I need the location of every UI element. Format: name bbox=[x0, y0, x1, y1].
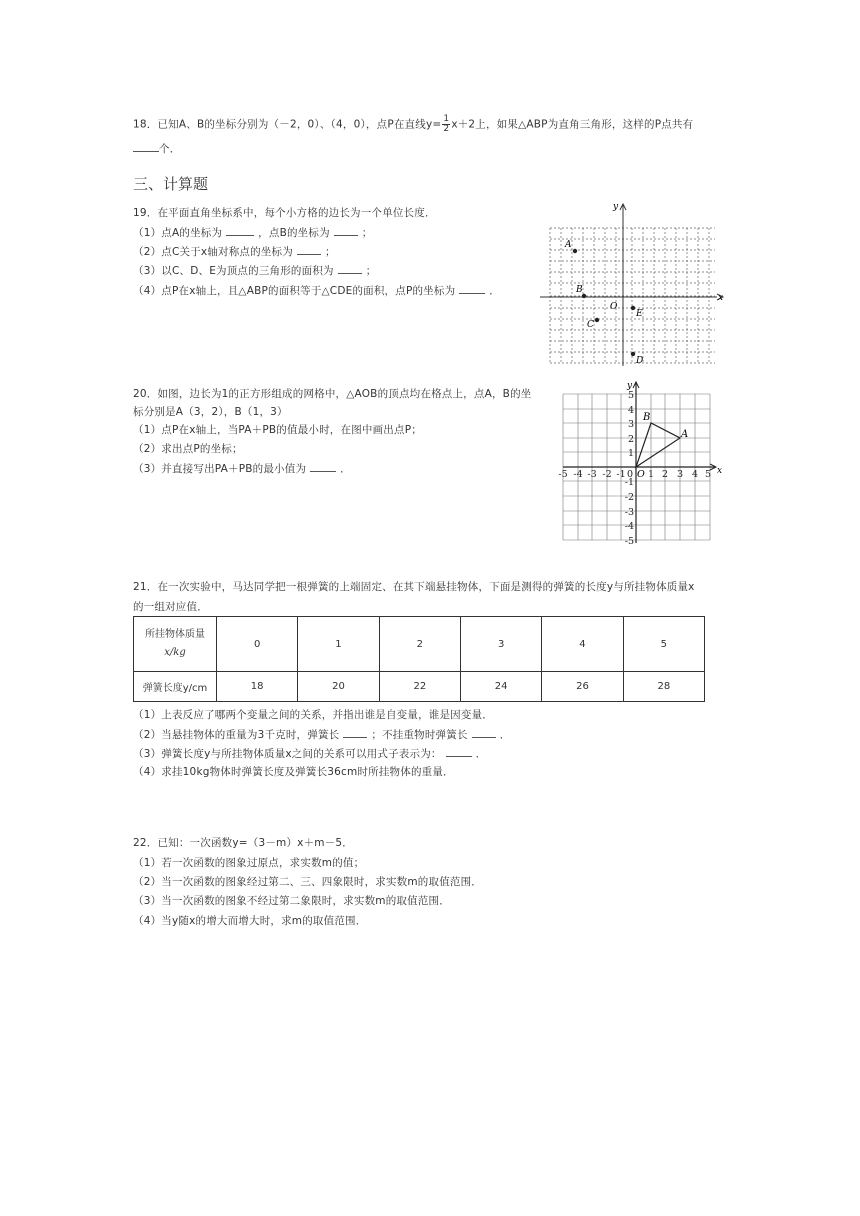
q19-point-a bbox=[573, 249, 577, 253]
q21-header-mass-b: x/kg bbox=[164, 647, 186, 658]
q21-p2-text-c: ． bbox=[499, 729, 511, 741]
q19-point-e bbox=[631, 306, 635, 310]
q19-label-c: C bbox=[587, 320, 594, 330]
q20-coordinate-grid bbox=[555, 378, 730, 548]
q20-y-label: y bbox=[627, 381, 633, 391]
q19-origin-label: O bbox=[610, 302, 618, 312]
q20-x-tick: 1 bbox=[647, 469, 655, 480]
q20-p3-text-b: ． bbox=[340, 463, 351, 475]
q18-text-end: 个． bbox=[159, 143, 181, 155]
q22-part2: （2）当一次函数的图象经过第二、三、四象限时，求实数m的取值范围． bbox=[133, 876, 483, 888]
q20-part3 bbox=[133, 461, 351, 476]
q20-x-tick: 2 bbox=[661, 469, 669, 480]
q20-y-tick: -1 bbox=[624, 477, 634, 488]
q20-y-tick: 2 bbox=[627, 434, 634, 445]
q20-part1: （1）点P在x轴上，当PA＋PB的值最小时，在图中画出点P； bbox=[133, 424, 422, 436]
q20-x-tick: -2 bbox=[602, 469, 612, 480]
q19-blank-a[interactable] bbox=[226, 225, 254, 236]
q19-part4 bbox=[133, 283, 500, 298]
q20-answer-blank[interactable] bbox=[310, 461, 336, 472]
q21-cell-y: 18 bbox=[217, 672, 298, 702]
q19-part1 bbox=[133, 225, 372, 240]
q18-line2 bbox=[133, 141, 180, 156]
q19-blank-b[interactable] bbox=[334, 225, 358, 236]
q21-cell-x: 1 bbox=[298, 617, 379, 672]
q19-y-label: y bbox=[613, 202, 619, 212]
q18-text-a: 18．已知A、B的坐标分别为（－2，0）、（4，0），点P在直线y= bbox=[133, 118, 442, 131]
q19-point-d bbox=[631, 352, 635, 356]
q21-cell-y: 26 bbox=[542, 672, 623, 702]
q21-blank-a[interactable] bbox=[343, 727, 367, 738]
q19-label-d: D bbox=[636, 356, 644, 366]
q20-x-label: x bbox=[717, 466, 723, 476]
q21-line2: 的一组对应值． bbox=[133, 601, 208, 613]
q21-cell-y: 22 bbox=[379, 672, 460, 702]
q21-part3 bbox=[133, 746, 486, 761]
q21-p2-text-a: （2）当悬挂物体的重量为3千克时，弹簧长 bbox=[133, 729, 340, 741]
q21-cell-x: 5 bbox=[623, 617, 704, 672]
q20-p3-text-a: （3）并直接写出PA＋PB的最小值为 bbox=[133, 463, 307, 475]
q20-x-tick-labels bbox=[558, 469, 711, 480]
q22-part3: （3）当一次函数的图象不经过第二象限时，求实数m的取值范围． bbox=[133, 895, 450, 907]
q18-answer-blank[interactable] bbox=[133, 141, 159, 152]
q21-header-length: 弹簧长度y/cm bbox=[134, 672, 217, 702]
q20-x-tick: 3 bbox=[676, 469, 684, 480]
q20-x-tick: -4 bbox=[573, 469, 583, 480]
q20-zero-label: 0 bbox=[626, 469, 634, 480]
q19-x-label: x bbox=[718, 293, 724, 303]
q19-p1-text-c: ； bbox=[361, 227, 373, 239]
q21-table-row-mass bbox=[134, 617, 705, 672]
q19-label-e: E bbox=[636, 309, 643, 319]
q20-part2: （2）求出点P的坐标； bbox=[133, 443, 243, 455]
q21-table-row-length bbox=[134, 672, 705, 702]
q20-triangle-aob bbox=[636, 423, 680, 467]
q21-cell-y: 20 bbox=[298, 672, 379, 702]
q21-header-mass-a: 所挂物体质量 bbox=[145, 629, 205, 640]
q20-label-b: B bbox=[643, 412, 651, 423]
q19-point-c bbox=[595, 318, 599, 322]
q19-blank-c[interactable] bbox=[297, 244, 321, 255]
q20-x-tick: 5 bbox=[704, 469, 712, 480]
q21-data-table bbox=[133, 616, 705, 702]
q19-grid-lines bbox=[550, 228, 715, 363]
q20-origin-label: O bbox=[637, 469, 645, 480]
q18-frac-den: 2 bbox=[443, 124, 450, 134]
q21-header-mass bbox=[134, 617, 217, 672]
q19-blank-d[interactable] bbox=[338, 263, 362, 274]
q19-p2-text-b: ； bbox=[324, 246, 336, 258]
q21-part4: （4）求挂10kg物体时弹簧长度及弹簧长36cm时所挂物体的重量． bbox=[133, 766, 454, 778]
q19-coordinate-grid bbox=[535, 196, 730, 371]
q21-part1: （1）上表反应了哪两个变量之间的关系，并指出谁是自变量，谁是因变量． bbox=[133, 709, 493, 721]
q18-text-b: x＋2上，如果△ABP为直角三角形，这样的P点共有 bbox=[451, 118, 694, 131]
q21-cell-y: 28 bbox=[623, 672, 704, 702]
q21-blank-b[interactable] bbox=[472, 727, 496, 738]
q19-p2-text-a: （2）点C关于x轴对称点的坐标为 bbox=[133, 246, 293, 258]
q20-label-a: A bbox=[681, 429, 689, 440]
q19-blank-e[interactable] bbox=[459, 283, 485, 294]
q19-part2 bbox=[133, 244, 336, 259]
q19-p1-text-b: ，点B的坐标为 bbox=[258, 227, 330, 239]
q20-x-tick: -5 bbox=[558, 469, 568, 480]
q20-y-tick: 4 bbox=[627, 405, 634, 416]
q21-p3-text-b: ． bbox=[475, 748, 487, 760]
q21-cell-x: 4 bbox=[542, 617, 623, 672]
q21-cell-y: 24 bbox=[460, 672, 541, 702]
q20-x-tick: -1 bbox=[616, 469, 626, 480]
q19-intro: 19．在平面直角坐标系中，每个小方格的边长为一个单位长度． bbox=[133, 207, 436, 219]
q19-part3 bbox=[133, 263, 376, 278]
q22-line1: 22．已知：一次函数y=（3－m）x＋m－5． bbox=[133, 837, 354, 849]
q20-y-tick: 3 bbox=[627, 419, 634, 430]
q21-part2 bbox=[133, 727, 510, 742]
q20-x-tick: 4 bbox=[691, 469, 699, 480]
q20-y-tick: 5 bbox=[627, 390, 634, 401]
q19-label-b: B bbox=[576, 285, 583, 295]
q20-y-tick: -5 bbox=[624, 536, 634, 547]
q18-frac-num: 1 bbox=[443, 114, 450, 124]
q20-line1: 20．如图，边长为1的正方形组成的网格中，△AOB的顶点均在格点上，点A，B的坐 bbox=[133, 388, 532, 400]
q21-cell-x: 3 bbox=[460, 617, 541, 672]
q20-y-tick: -4 bbox=[624, 521, 634, 532]
q21-blank-c[interactable] bbox=[446, 746, 472, 757]
q18-fraction bbox=[442, 115, 450, 134]
q19-p3-text-a: （3）以C、D、E为顶点的三角形的面积为 bbox=[133, 265, 334, 277]
q21-p3-text-a: （3）弹簧长度y与所挂物体质量x之间的关系可以用式子表示为： bbox=[133, 748, 442, 760]
q20-line2: 标分别是A（3，2），B（1，3） bbox=[133, 406, 288, 418]
q21-p2-text-b: ；不挂重物时弹簧长 bbox=[371, 729, 468, 741]
q19-p4-text-a: （4）点P在x轴上，且△ABP的面积等于△CDE的面积，点P的坐标为 bbox=[133, 285, 456, 297]
q21-line1: 21．在一次实验中，马达同学把一根弹簧的上端固定、在其下端悬挂物体，下面是测得的弹簧的长度y与所挂物体质量x bbox=[133, 581, 695, 593]
q20-y-tick: 1 bbox=[627, 448, 634, 459]
q20-x-tick: -3 bbox=[587, 469, 597, 480]
q19-label-a: A bbox=[565, 240, 572, 250]
q20-y-tick: -3 bbox=[624, 507, 634, 518]
q20-y-tick: -2 bbox=[624, 492, 634, 503]
q19-p1-text-a: （1）点A的坐标为 bbox=[133, 227, 223, 239]
section-title: 三、计算题 bbox=[133, 175, 209, 193]
q19-p4-text-b: ． bbox=[489, 285, 500, 297]
q19-p3-text-b: ； bbox=[365, 265, 377, 277]
q18-line1 bbox=[133, 115, 693, 134]
q21-cell-x: 2 bbox=[379, 617, 460, 672]
q22-part4: （4）当y随x的增大而增大时，求m的取值范围． bbox=[133, 915, 367, 927]
q21-cell-x: 0 bbox=[217, 617, 298, 672]
q22-part1: （1）若一次函数的图象过原点，求实数m的值； bbox=[133, 857, 365, 869]
